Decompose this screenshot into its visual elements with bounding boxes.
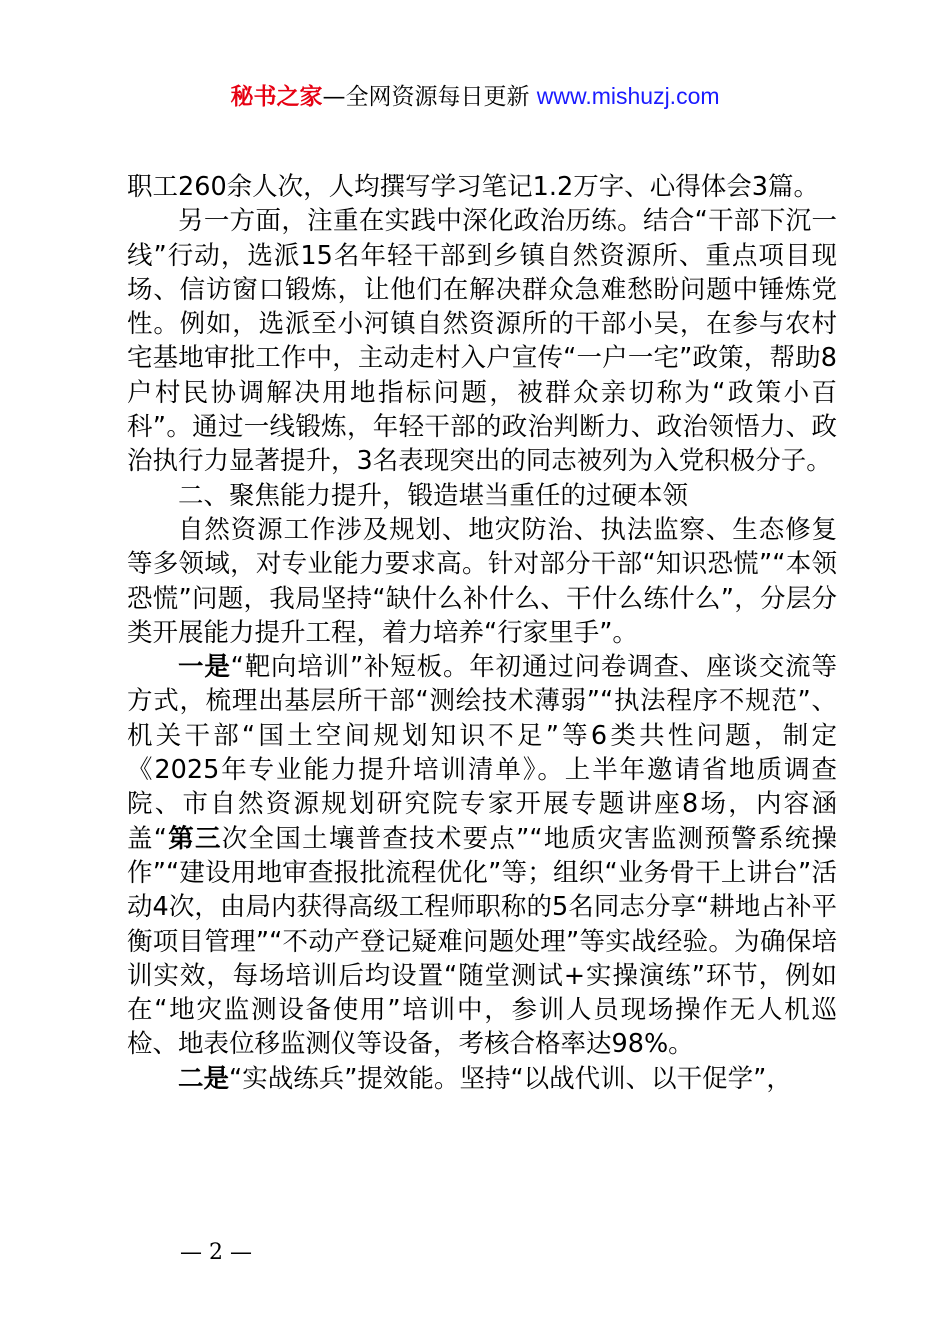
paragraph	[127, 1062, 837, 1096]
paragraph-text: “靶向培训”补短板。年初通过问卷调查、座谈交流等方式，梳理出基层所干部“测绘技术薄弱”“执法程序不规范”、机关干部“国土空间规划知识不足”等6类共性问题，制定《2025年专业能力提升培训清单》。上半年邀请省地质调查院、市自然资源规划研究院专家开展专题讲座8场，内容涵盖“	[127, 652, 837, 854]
paragraph-lead: 一是	[178, 652, 231, 683]
paragraph-lead: 二是	[178, 1063, 230, 1094]
document-body	[127, 170, 837, 1096]
paragraph: 职工260余人次，人均撰写学习笔记1.2万字、心得体会3篇。	[127, 172, 819, 202]
page-number: — 2 —	[180, 1240, 252, 1265]
site-url[interactable]: www.mishuzj.com	[536, 83, 720, 109]
paragraph-text: 次全国土壤普查技术要点”“地质灾害监测预警系统操作”“建设用地审查报批流程优化”等；组织“业务骨干上讲台”活动4次，由局内获得高级工程师职称的5名同志分享“耕地占补平衡项目管理”“不动产登记疑难问题处理”等实战经验。为确保培训实效，每场培训后均设置“随堂测试+实操演练”环节，例如在“地灾监测设备使用”培训中，参训人员现场操作无人机巡检、地表位移监测仪等设备，考核合格率达98%。	[127, 823, 837, 1060]
site-header	[0, 80, 950, 113]
paragraph-text: “实战练兵”提效能。坚持“以战代训、以干促学”，	[229, 1063, 792, 1094]
bold-text: 第三	[166, 823, 222, 854]
paragraph	[127, 650, 837, 1062]
header-slogan: —全网资源每日更新	[322, 84, 530, 110]
section-heading: 二、聚焦能力提升，锻造堪当重任的过硬本领	[178, 480, 689, 511]
brand-name: 秘书之家	[230, 84, 323, 110]
paragraph: 自然资源工作涉及规划、地灾防治、执法监察、生态修复等多领域，对专业能力要求高。针对部分干部“知识恐慌”“本领恐慌”问题，我局坚持“缺什么补什么、干什么练什么”，分层分类开展能力提升工程，着力培养“行家里手”。	[127, 514, 837, 648]
paragraph: 另一方面，注重在实践中深化政治历练。结合“干部下沉一线”行动，选派15名年轻干部到乡镇自然资源所、重点项目现场、信访窗口锻炼，让他们在解决群众急难愁盼问题中锤炼党性。例如，选派至小河镇自然资源所的干部小吴，在参与农村宅基地审批工作中，主动走村入户宣传“一户一宅”政策，帮助8户村民协调解决用地指标问题，被群众亲切称为“政策小百科”。通过一线锻炼，年轻干部的政治判断力、政治领悟力、政治执行力显著提升，3名表现突出的同志被列为入党积极分子。	[127, 206, 837, 477]
